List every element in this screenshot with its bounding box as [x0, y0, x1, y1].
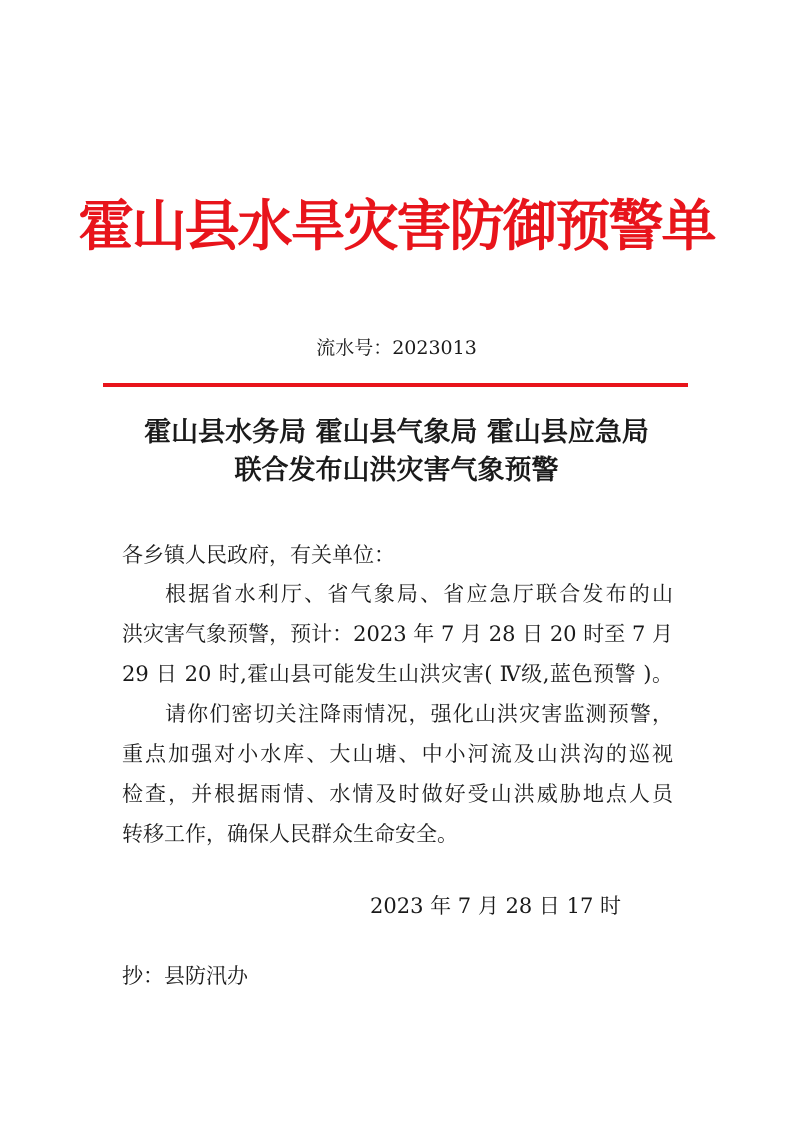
paragraph-2-line-2: 重点加强对小水库、大山塘、中小河流及山洪沟的巡视 — [122, 742, 673, 766]
paragraph-2-line-1: 请你们密切关注降雨情况，强化山洪灾害监测预警， — [165, 702, 673, 726]
carbon-copy: 抄：县防汛办 — [122, 964, 248, 988]
paragraph-1-line-1: 根据省水利厅、省气象局、省应急厅联合发布的山 — [165, 582, 673, 606]
document-title-line-2: 联合发布山洪灾害气象预警 — [234, 455, 559, 486]
paragraph-2-line-3: 检查，并根据雨情、水情及时做好受山洪威胁地点人员 — [122, 782, 673, 806]
red-divider — [103, 383, 688, 387]
issue-date: 2023 年 7 月 28 日 17 时 — [370, 894, 621, 918]
warning-sheet-title: 霍山县水旱灾害防御预警单 — [78, 193, 715, 258]
document-title-line-1: 霍山县水务局 霍山县气象局 霍山县应急局 — [144, 417, 649, 448]
paragraph-2-line-4: 转移工作，确保人民群众生命安全。 — [122, 822, 458, 846]
paragraph-1-line-2: 洪灾害气象预警，预计：2023 年 7 月 28 日 20 时至 7 月 — [122, 622, 673, 646]
salutation: 各乡镇人民政府，有关单位： — [122, 543, 395, 567]
serial-number: 流水号：2023013 — [316, 337, 477, 359]
paragraph-1-line-3: 29 日 20 时,霍山县可能发生山洪灾害( Ⅳ级,蓝色预警 )。 — [122, 662, 673, 686]
